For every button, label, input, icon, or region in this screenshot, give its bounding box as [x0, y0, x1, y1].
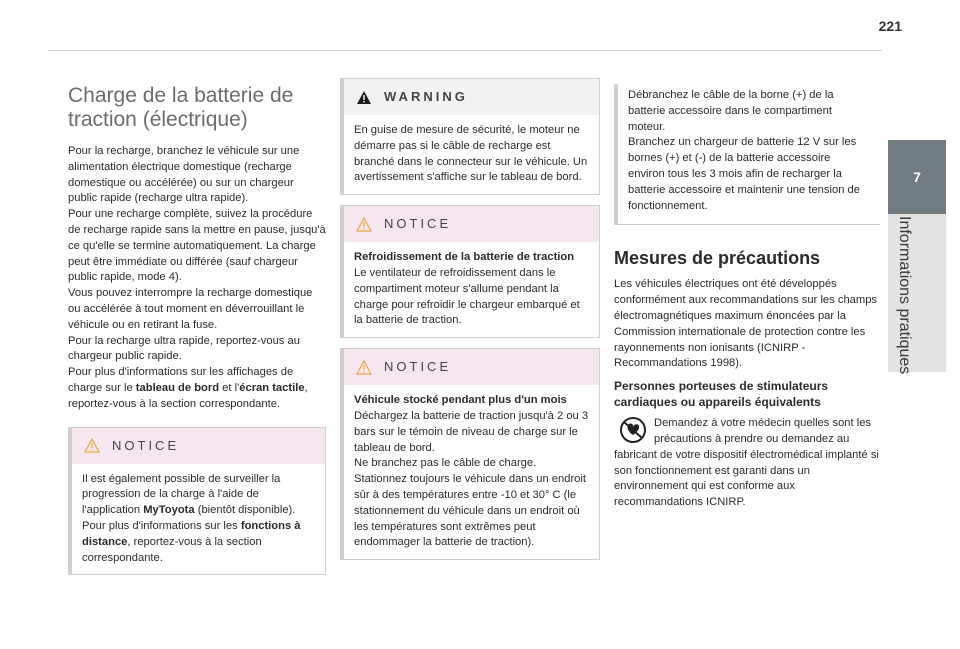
notice-header	[72, 428, 325, 464]
paragraph: Les véhicules électriques ont été développés conformément aux recommandations sur les champs électromagnétiques maximum énoncées par la Commission internationale de protection contre les rayonnements non ionisants (ICNIRP - Recommandations 1998).	[614, 278, 878, 370]
notice-label: NOTICE	[384, 216, 452, 232]
page-number: 221	[878, 18, 902, 34]
column-1	[68, 78, 326, 575]
bold-term: écran tactile	[239, 381, 305, 394]
notice-header	[344, 349, 599, 385]
warning-text: En guise de mesure de sécurité, le moteur ne démarre pas si le câble de recharge est branché dans le connecteur sur le véhicule. Un avertissement s'affiche sur le tableau de bord.	[354, 124, 588, 184]
bold-term: tableau de bord	[135, 381, 220, 394]
section-heading: Mesures de précautions	[614, 248, 821, 269]
warning-box	[340, 78, 600, 195]
text-run: , reportez-vous à la section correspondante.	[82, 535, 262, 564]
column-3	[614, 78, 880, 511]
chapter-number: 7	[913, 169, 921, 185]
notice-text: Le ventilateur de refroidissement dans le compartiment moteur s'allume pendant la charge pour refroidir le chargeur embarqué et la batterie de traction.	[354, 266, 580, 327]
text-run: Pour plus d'informations sur les affichages de charge sur le	[68, 366, 294, 394]
warning-header	[344, 79, 599, 115]
paragraph: Pour la recharge ultra rapide, reportez-vous au chargeur public rapide.	[68, 334, 300, 363]
notice-box	[68, 427, 326, 576]
paragraph	[68, 365, 326, 412]
notice-triangle-icon	[356, 217, 372, 232]
text-run: et l'	[219, 381, 240, 394]
column-2	[340, 78, 600, 560]
warning-body	[344, 115, 599, 194]
paragraph	[614, 416, 880, 511]
pacemaker-prohibited-icon	[618, 416, 648, 444]
paragraph: Pour une recharge complète, suivez la procédure de recharge rapide sans la mettre en pause, jusqu'à ce qu'elle se termine automatiquement. La charge peut être immédiate ou différée (sauf chargeur public rapide, mode 4).	[68, 208, 326, 284]
bold-term: fonctions à distance	[82, 519, 301, 548]
paragraph: Débranchez le câble de la borne (+) de la batterie accessoire dans le compartiment moteur.	[628, 89, 834, 133]
chapter-title: Informations pratiques	[896, 216, 913, 375]
notice-title: Véhicule stocké pendant plus d'un mois	[354, 394, 567, 407]
text-run: Il est également possible de surveiller la progression de la charge à l'aide de l'application	[82, 472, 281, 517]
notice-text: Stationnez toujours le véhicule dans un endroit sûr à des températures entre -10 et 30° C (le stationnement du véhicule dans un endroit où les températures sont extrêmes peut endommager la batterie de traction).	[354, 473, 586, 549]
paragraph: Pour la recharge, branchez le véhicule sur une alimentation électrique domestique (recharge domestique ou accélérée) ou sur un chargeur public rapide (recharge ultra rapide).	[68, 145, 300, 205]
notice-text: Déchargez la batterie de traction jusqu'à 2 ou 3 bars sur le témoin de niveau de charge sur le tableau de bord.	[354, 409, 589, 454]
notice-header	[344, 206, 599, 242]
warning-label: WARNING	[384, 89, 468, 105]
notice-continuation	[614, 84, 880, 225]
notice-body	[344, 242, 599, 337]
notice-triangle-icon	[356, 360, 372, 375]
notice-label: NOTICE	[112, 437, 180, 453]
notice-text: Ne branchez pas le câble de charge.	[354, 457, 537, 470]
top-rule	[48, 50, 882, 51]
notice-box	[340, 205, 600, 338]
notice-body	[344, 385, 599, 559]
text-run: Demandez à votre médecin quelles sont les précautions à prendre ou demandez au fabricant de votre dispositif électromédical implanté si son fonctionnement est garanti dans un environnement qui est conforme aux recommandations ICNIRP.	[614, 417, 879, 509]
main-heading: Charge de la batterie de traction (électrique)	[68, 84, 294, 131]
notice-body	[72, 464, 325, 575]
notice-title: Refroidissement de la batterie de traction	[354, 251, 575, 264]
warning-triangle-icon	[356, 90, 372, 105]
chapter-tab[interactable]	[888, 140, 946, 214]
paragraph: Branchez un chargeur de batterie 12 V sur les bornes (+) et (-) de la batterie accessoire environ tous les 3 mois afin de recharger la batterie accessoire et maintenir une tension de fonctionnement.	[628, 136, 860, 212]
notice-box	[340, 348, 600, 560]
bold-term: MyToyota	[143, 504, 195, 517]
text-run: (bientôt disponible). Pour plus d'informations sur les	[82, 504, 296, 532]
text-run: , reportez-vous à la section correspondante.	[68, 381, 308, 410]
sub-heading: Personnes porteuses de stimulateurs cardiaques ou appareils équivalents	[614, 379, 829, 410]
notice-triangle-icon	[84, 438, 100, 453]
notice-label: NOTICE	[384, 359, 452, 375]
notice-text	[82, 472, 315, 567]
paragraph: Vous pouvez interrompre la recharge domestique ou accélérée à tout moment en déverrouillant le véhicule ou en retirant la fuse.	[68, 287, 313, 331]
